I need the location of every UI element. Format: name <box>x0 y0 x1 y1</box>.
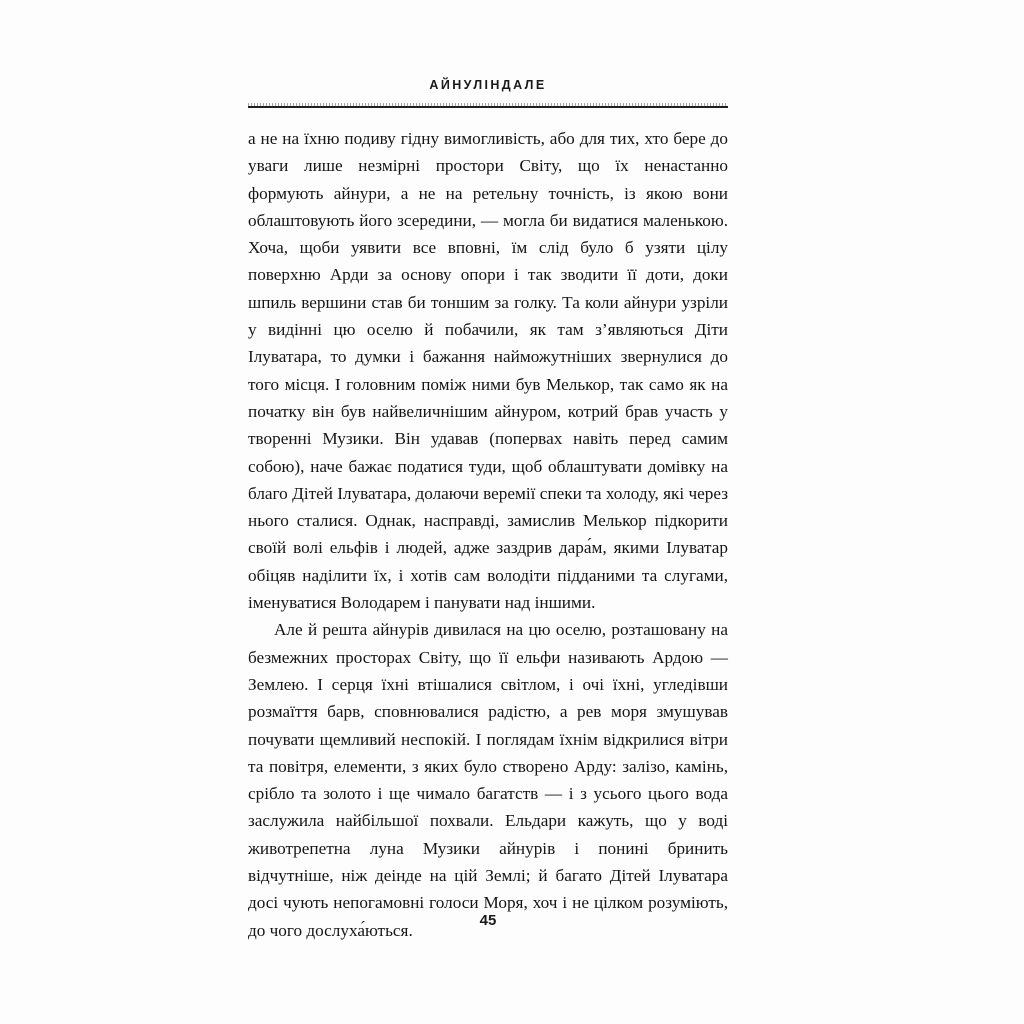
rule-line <box>248 106 728 108</box>
body-text <box>248 125 728 944</box>
page-content-block <box>248 78 728 944</box>
page-number: 45 <box>479 912 497 929</box>
running-head: АЙНУЛІНДАЛЕ <box>429 78 547 92</box>
paragraph: а не на їхню подиву гідну вимогливість, або для тих, хто бере до уваги лише незмірні простори Світу, що їх ненастанно формують айнури, а не на ретельну точність, із якою вони облаштовують його зсередини, — могла би видатися маленькою. Хоча, щоби уявити все вповні, їм слід було б узяти цілу поверхню Арди за основу опори і так зводити її доти, доки шпиль вершини став би тоншим за голку. Та коли айнури узріли у видінні цю оселю й побачили, як там з’являються Діти Ілуватара, то думки і бажання найможутніших звернулися до того місця. І головним поміж ними був Мелькор, так само як на початку він був найвеличнішим айнуром, котрий брав участь у творенні Музики. Він удавав (попервах навіть перед самим собою), наче бажає податися туди, щоб облаштувати домівку на благо Дітей Ілуватара, долаючи веремії спеки та холоду, які через нього сталися. Однак, насправді, замислив Мелькор підкорити своїй волі ельфів і людей, адже заздрив дара́м, якими Ілуватар обіцяв наділити їх, і хотів сам володіти підданими та слугами, іменуватися Володарем і панувати над іншими. <box>248 129 728 613</box>
decorative-rule <box>248 103 728 110</box>
paragraph: Але й решта айнурів дивилася на цю оселю, розташовану на безмежних просторах Світу, що її ельфи називають Ардою — Землею. І серця їхні втішалися світлом, і очі їхні, угледівши розмаїття барв, сповнювалися радістю, а рев моря змушував почувати щемливий неспокій. І поглядам їхнім відкрилися вітри та повітря, елементи, з яких було створено Арду: залізо, камінь, срібло та золото і ще чимало багатств — і з усього цього вода заслужила найбільшої похвали. Ельдари кажуть, що у воді животрепетна луна Музики айнурів і понині бринить відчутніше, ніж деінде на цій Землі; й багато Дітей Ілуватара досі чують непогамовні голоси Моря, хоч і не цілком розуміють, до чого дослуха́ються. <box>248 620 728 940</box>
